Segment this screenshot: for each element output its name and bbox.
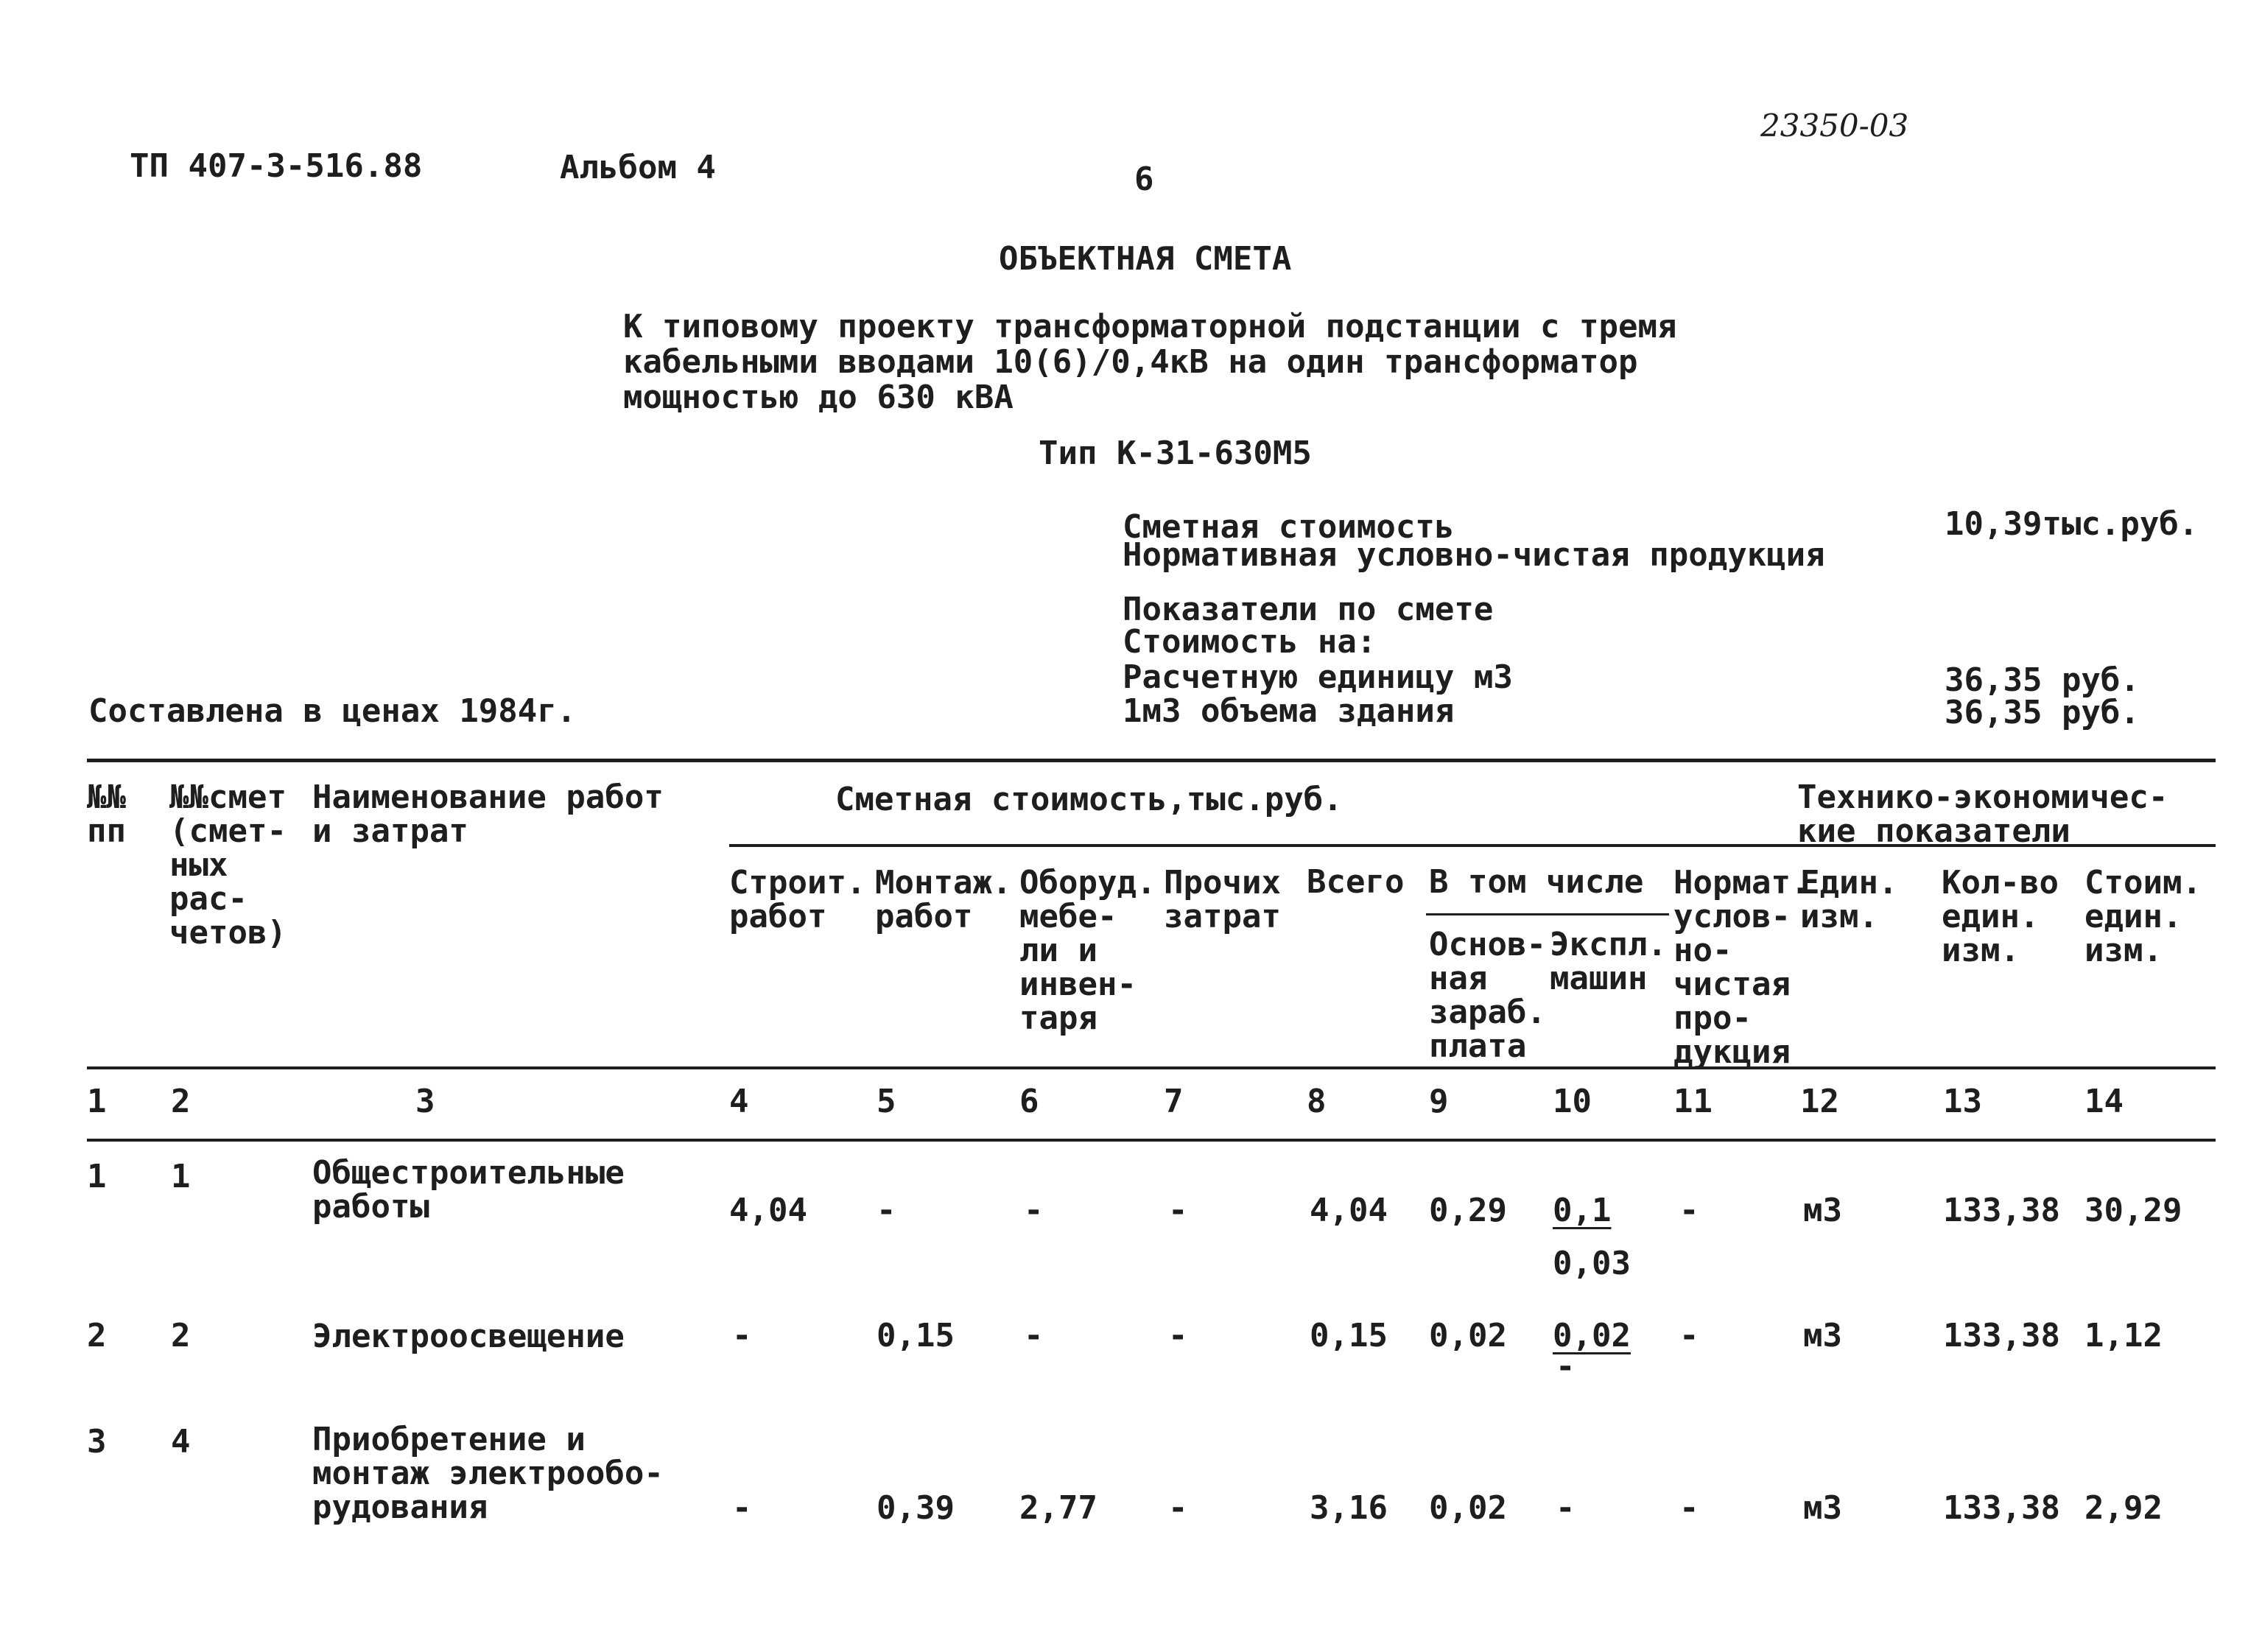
- header-equipment: Оборуд. мебе- ли и инвен- таря: [1019, 864, 1156, 1037]
- header-work-name: Наименование работ и затрат: [312, 778, 664, 850]
- cell-machines: 0,1: [1553, 1192, 1612, 1229]
- row-number: 1: [87, 1158, 107, 1195]
- cell-unit-cost: 1,12: [2084, 1317, 2163, 1354]
- cell-net-product: -: [1679, 1317, 1699, 1354]
- col-number: 14: [2084, 1083, 2124, 1120]
- header-total: Всего: [1307, 863, 1405, 901]
- col-number: 6: [1019, 1083, 1039, 1120]
- unit-value: 36,35 руб.: [1945, 661, 2140, 699]
- cell-unit: м3: [1803, 1489, 1842, 1527]
- cell-construction: -: [732, 1317, 752, 1354]
- col-number: 11: [1673, 1083, 1713, 1120]
- doc-code: ТП 407-3-516.88: [130, 147, 423, 185]
- subtitle-line-1: К типовому проекту трансформаторной подстанции с тремя: [623, 308, 1677, 345]
- header-construction: Строит. работ: [729, 864, 866, 935]
- col-number: 9: [1429, 1083, 1449, 1120]
- cell-other: -: [1168, 1317, 1188, 1354]
- table-top-rule: [87, 759, 2216, 762]
- row-work-name: Приобретение и монтаж электрообо- рудования: [312, 1421, 664, 1526]
- row-estimate-number: 4: [171, 1423, 191, 1461]
- col-number: 4: [729, 1083, 749, 1120]
- estimate-cost-value: 10,39тыс.руб.: [1945, 505, 2199, 543]
- header-tech-group: Технико-экономичес- кие показатели: [1797, 778, 2168, 850]
- col-number: 3: [415, 1083, 435, 1120]
- unit-label: Расчетную единицу м3: [1123, 658, 1513, 696]
- indicators-label: Показатели по смете: [1123, 591, 1494, 628]
- cell-total: 3,16: [1310, 1489, 1388, 1527]
- cell-equipment: 2,77: [1019, 1489, 1097, 1527]
- cell-quantity: 133,38: [1943, 1489, 2060, 1527]
- subtitle-line-2: кабельными вводами 10(6)/0,4кВ на один трансформатор: [623, 343, 1638, 381]
- col-number: 13: [1943, 1083, 1982, 1120]
- estimate-cost-label: Сметная стоимость: [1123, 508, 1455, 546]
- row-number: 3: [87, 1423, 107, 1461]
- cell-machines: 0,02: [1553, 1317, 1631, 1354]
- header-machines: Экспл. машин: [1550, 926, 1667, 997]
- cell-base-salary: 0,02: [1429, 1317, 1507, 1354]
- cell-equipment: -: [1024, 1317, 1044, 1354]
- volume-label: 1м3 объема здания: [1123, 692, 1455, 730]
- header-quantity: Кол-во един. изм.: [1942, 864, 2059, 969]
- volume-value: 36,35 руб.: [1945, 694, 2140, 731]
- album-label: Альбом 4: [560, 149, 716, 186]
- row-number: 2: [87, 1317, 107, 1354]
- page-number: 6: [1134, 161, 1154, 198]
- row-estimate-number: 1: [171, 1158, 191, 1195]
- cell-quantity: 133,38: [1943, 1317, 2060, 1354]
- cell-base-salary: 0,29: [1429, 1192, 1507, 1229]
- header-unit: Един. изм.: [1800, 864, 1898, 935]
- col-number: 2: [171, 1083, 191, 1120]
- header-row-number: №№ пп: [87, 778, 126, 850]
- cell-unit-cost: 30,29: [2084, 1192, 2182, 1229]
- header-estimate-number: №№смет (смет- ных рас- четов): [169, 778, 287, 952]
- header-installation: Монтаж. работ: [875, 864, 1012, 935]
- cell-unit: м3: [1803, 1317, 1842, 1354]
- cell-installation: 0,15: [877, 1317, 955, 1354]
- cell-unit: м3: [1803, 1192, 1842, 1229]
- row-estimate-number: 2: [171, 1317, 191, 1354]
- cell-other: -: [1168, 1192, 1188, 1229]
- row-work-name: Общестроительные работы: [312, 1154, 625, 1226]
- normative-label: Нормативная условно-чистая продукция: [1123, 536, 1825, 574]
- header-net-product: Нормат. услов- но- чистая про- дукция: [1673, 864, 1810, 1071]
- cell-total: 0,15: [1310, 1317, 1388, 1354]
- cell-construction: -: [732, 1489, 752, 1527]
- cell-total: 4,04: [1310, 1192, 1388, 1229]
- document-title: ОБЪЕКТНАЯ СМЕТА: [999, 240, 1292, 278]
- cell-machines: -: [1556, 1489, 1576, 1527]
- cell-installation: 0,39: [877, 1489, 955, 1527]
- cost-for-label: Стоимость на:: [1123, 623, 1377, 661]
- col-number: 12: [1800, 1083, 1839, 1120]
- cell-machines-salary: 0,03: [1553, 1245, 1631, 1282]
- cell-installation: -: [877, 1192, 896, 1229]
- header-unit-cost: Стоим. един. изм.: [2084, 864, 2202, 969]
- cell-net-product: -: [1679, 1489, 1699, 1527]
- col-number: 7: [1164, 1083, 1184, 1120]
- header-other: Прочих затрат: [1164, 864, 1281, 935]
- cell-construction: 4,04: [729, 1192, 807, 1229]
- header-cost-group: Сметная стоимость,тыс.руб.: [835, 781, 1343, 818]
- cell-net-product: -: [1679, 1192, 1699, 1229]
- incl-rule: [1426, 913, 1669, 915]
- cell-other: -: [1168, 1489, 1188, 1527]
- subtitle-line-3: мощностью до 630 кВА: [623, 379, 1014, 416]
- colnum-bottom-rule: [87, 1139, 2216, 1142]
- type-line: Тип К-31-630М5: [1039, 435, 1312, 472]
- col-number: 10: [1553, 1083, 1592, 1120]
- stamp-number: 23350-03: [1760, 108, 1909, 144]
- cell-unit-cost: 2,92: [2084, 1489, 2163, 1527]
- cell-machines-salary: -: [1556, 1348, 1576, 1385]
- prices-note: Составлена в ценах 1984г.: [88, 692, 577, 730]
- col-number: 1: [87, 1083, 107, 1120]
- header-including: В том числе: [1429, 863, 1644, 901]
- col-number: 8: [1307, 1083, 1327, 1120]
- header-base-salary: Основ- ная зараб. плата: [1429, 926, 1546, 1065]
- header-bottom-rule: [87, 1066, 2216, 1069]
- cell-base-salary: 0,02: [1429, 1489, 1507, 1527]
- col-number: 5: [877, 1083, 896, 1120]
- cell-quantity: 133,38: [1943, 1192, 2060, 1229]
- row-work-name: Электроосвещение: [312, 1318, 625, 1355]
- cell-equipment: -: [1024, 1192, 1044, 1229]
